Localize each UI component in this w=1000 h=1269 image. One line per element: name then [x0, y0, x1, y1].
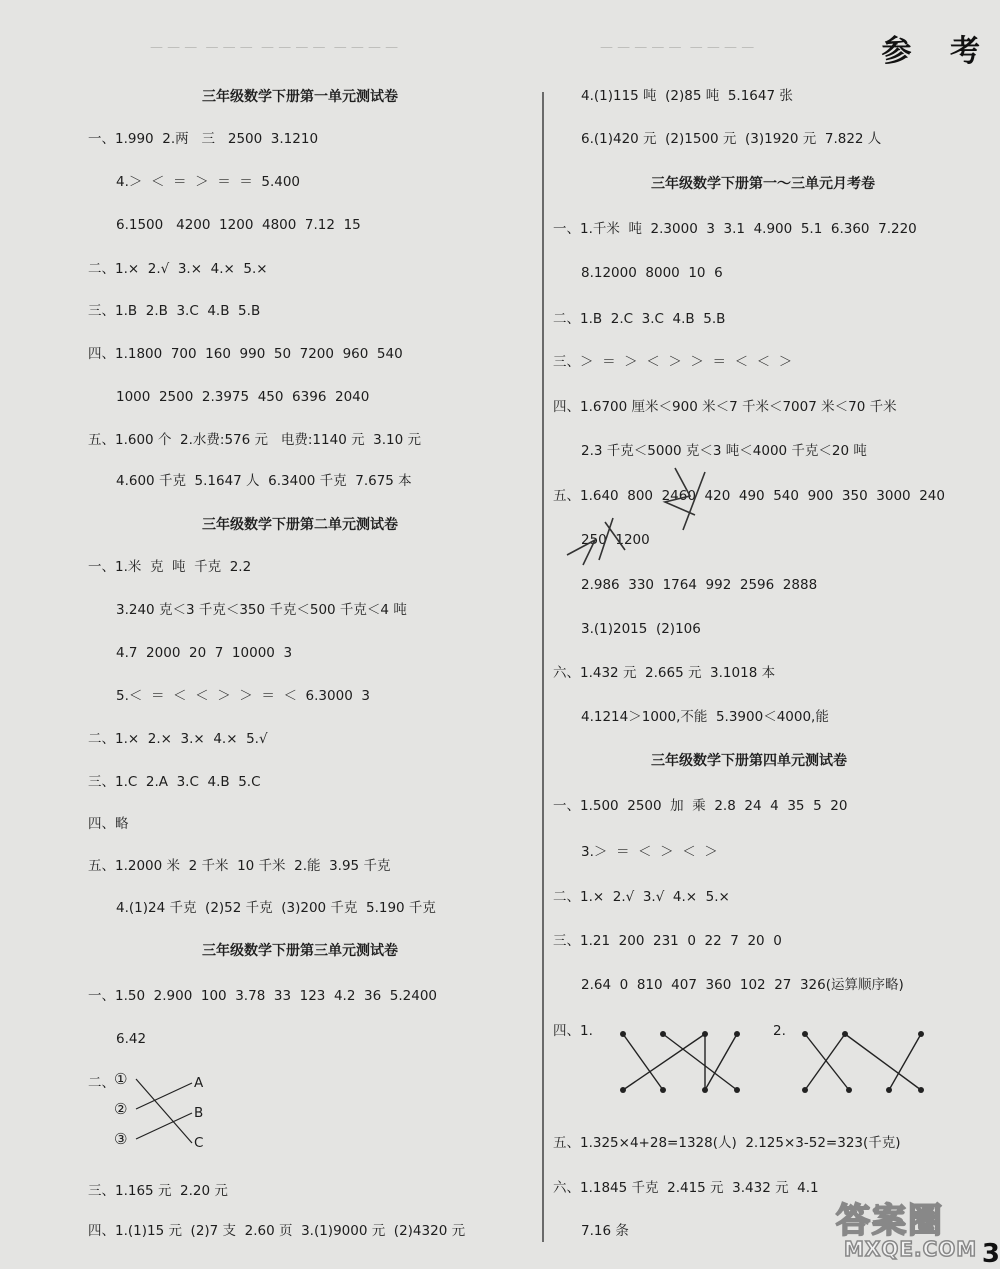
monthly-heading: 三年级数学下册第一～三单元月考卷 — [651, 176, 875, 192]
unit3-line: 四、1.(1)15 元 (2)7 支 2.60 页 3.(1)9000 元 (2)4320 元 — [88, 1223, 466, 1239]
corner-title: 参 考 — [881, 34, 994, 69]
match-left-mark: ① — [114, 1070, 128, 1088]
monthly-line: 250 1200 — [581, 532, 650, 548]
unit1-line: 4.600 千克 5.1647 人 6.3400 千克 7.675 本 — [116, 473, 412, 489]
unit2-line: 三、1.C 2.A 3.C 4.B 5.C — [88, 774, 261, 790]
monthly-line: 2.986 330 1764 992 2596 2888 — [581, 577, 818, 593]
monthly-line: 四、1.6700 厘米＜900 米＜7 千米＜7007 米＜70 千米 — [553, 399, 897, 415]
unit3-heading: 三年级数学下册第三单元测试卷 — [202, 943, 398, 959]
unit4-line: 五、1.325×4+28=1328(人) 2.125×3-52=323(千克) — [553, 1135, 901, 1151]
unit2-line: 四、略 — [88, 816, 129, 832]
watermark-bottom: MXQE.COM — [844, 1237, 978, 1261]
unit1-line: 4.＞ ＜ ＝ ＞ ＝ ＝ 5.400 — [116, 174, 301, 190]
column-divider — [542, 92, 544, 1242]
unit3-line: 一、1.50 2.900 100 3.78 33 123 4.2 36 5.2400 — [88, 988, 438, 1004]
unit1-line: 1000 2500 2.3975 450 6396 2040 — [116, 389, 370, 405]
page-number: 3 — [981, 1239, 1000, 1269]
unit4-line: 3.＞ ＝ ＜ ＞ ＜ ＞ — [581, 844, 718, 860]
site-watermark — [798, 1193, 994, 1263]
unit4-line: 三、1.21 200 231 0 22 7 20 0 — [553, 933, 782, 949]
unit4-heading: 三年级数学下册第四单元测试卷 — [651, 753, 847, 769]
monthly-line: 2.3 千克＜5000 克＜3 吨＜4000 千克＜20 吨 — [581, 443, 867, 459]
monthly-line: 3.(1)2015 (2)106 — [581, 621, 701, 637]
unit3-line: 三、1.165 元 2.20 元 — [88, 1183, 228, 1199]
match-right-mark: A — [194, 1075, 204, 1091]
matching-diagram — [114, 1070, 224, 1160]
matching-diagram-1 — [617, 1028, 745, 1098]
unit2-line: 五、1.2000 米 2 千米 10 千米 2.能 3.95 千克 — [88, 858, 391, 874]
matching-diagram-2 — [799, 1028, 929, 1098]
unit1-line: 四、1.1800 700 160 990 50 7200 960 540 — [88, 346, 403, 362]
unit2-line: 一、1.米 克 吨 千克 2.2 — [88, 559, 252, 575]
match-left-mark: ③ — [114, 1130, 128, 1148]
carry-over-line: 4.(1)115 吨 (2)85 吨 5.1647 张 — [581, 88, 793, 104]
handwritten-scribble — [555, 460, 715, 580]
monthly-line: 六、1.432 元 2.665 元 3.1018 本 — [553, 665, 776, 681]
monthly-line: 五、1.640 800 2460 420 490 540 900 350 3000 240 — [553, 488, 945, 504]
unit2-line: 二、1.× 2.× 3.× 4.× 5.√ — [88, 731, 268, 747]
unit1-line: 五、1.600 个 2.水费:576 元 电费:1140 元 3.10 元 — [88, 432, 422, 448]
unit2-heading: 三年级数学下册第二单元测试卷 — [202, 517, 398, 533]
unit4-section4-label: 四、1. — [553, 1023, 593, 1039]
bleed-through-text: — — — — — — — — — — — — — — — [150, 40, 399, 55]
unit3-section2-label: 二、 — [88, 1075, 115, 1091]
bleed-through-text: — — — — — — — — — — [600, 40, 755, 55]
unit1-line: 二、1.× 2.√ 3.× 4.× 5.× — [88, 261, 268, 277]
unit4-line: 一、1.500 2500 加 乘 2.8 24 4 35 5 20 — [553, 798, 848, 814]
watermark-top: 答案圈 — [836, 1201, 944, 1241]
unit2-line: 3.240 克＜3 千克＜350 千克＜500 千克＜4 吨 — [116, 602, 407, 618]
match-left-mark: ② — [114, 1100, 128, 1118]
match-right-mark: B — [194, 1105, 204, 1121]
unit4-section4-label: 2. — [773, 1023, 786, 1039]
unit2-line: 4.(1)24 千克 (2)52 千克 (3)200 千克 5.190 千克 — [116, 900, 436, 916]
monthly-line: 二、1.B 2.C 3.C 4.B 5.B — [553, 311, 726, 327]
unit1-line: 一、1.990 2.两 三 2500 3.1210 — [88, 131, 319, 147]
unit3-line: 6.42 — [116, 1031, 147, 1047]
unit4-line: 2.64 0 810 407 360 102 27 326(运算顺序略) — [581, 977, 904, 993]
unit4-line: 7.16 条 — [581, 1223, 629, 1239]
unit4-line: 二、1.× 2.√ 3.√ 4.× 5.× — [553, 889, 730, 905]
unit4-line: 六、1.1845 千克 2.415 元 3.432 元 4.1 — [553, 1180, 819, 1196]
unit1-heading: 三年级数学下册第一单元测试卷 — [202, 89, 398, 105]
monthly-line: 一、1.千米 吨 2.3000 3 3.1 4.900 5.1 6.360 7.220 — [553, 221, 917, 237]
monthly-line: 三、＞ ＝ ＞ ＜ ＞ ＞ ＝ ＜ ＜ ＞ — [553, 354, 793, 370]
unit2-line: 5.＜ ＝ ＜ ＜ ＞ ＞ ＝ ＜ 6.3000 3 — [116, 688, 370, 704]
unit1-line: 三、1.B 2.B 3.C 4.B 5.B — [88, 303, 261, 319]
match-right-mark: C — [194, 1135, 204, 1151]
carry-over-line: 6.(1)420 元 (2)1500 元 (3)1920 元 7.822 人 — [581, 131, 882, 147]
unit1-line: 6.1500 4200 1200 4800 7.12 15 — [116, 217, 361, 233]
monthly-line: 4.1214＞1000,不能 5.3900＜4000,能 — [581, 709, 829, 725]
unit2-line: 4.7 2000 20 7 10000 3 — [116, 645, 293, 661]
monthly-line: 8.12000 8000 10 6 — [581, 265, 723, 281]
matching-lines — [114, 1070, 224, 1160]
